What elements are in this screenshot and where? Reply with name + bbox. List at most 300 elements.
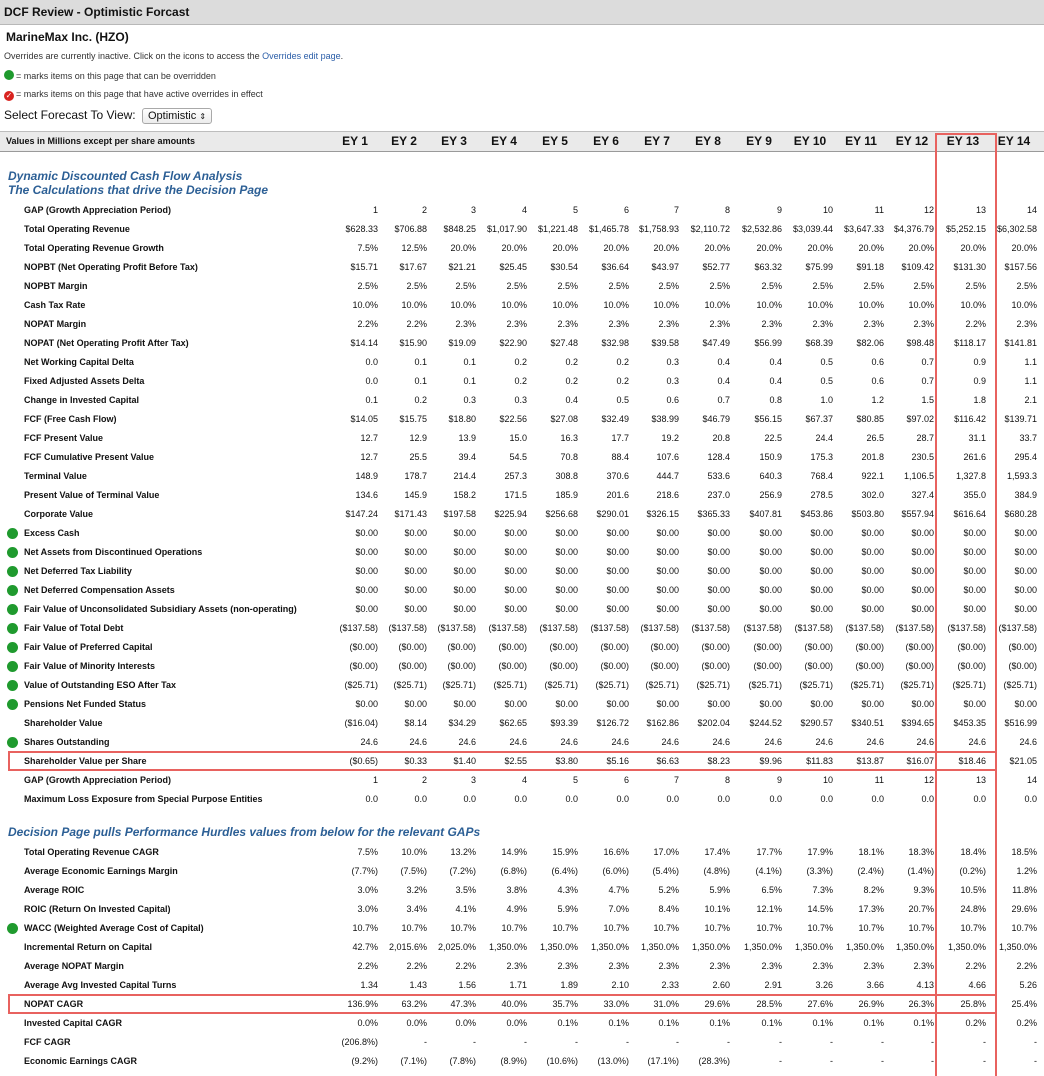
cell-ey13: $118.17 — [954, 338, 986, 348]
cell-ey7: $0.00 — [656, 604, 679, 614]
cell-ey5: (10.6%) — [546, 1056, 578, 1066]
cell-ey4: 2.5% — [506, 281, 527, 291]
cell-ey4: 10.7% — [501, 923, 527, 933]
cell-ey10: $11.83 — [806, 756, 833, 766]
cell-ey1: ($0.00) — [349, 642, 378, 652]
cell-ey12: 28.7 — [916, 433, 934, 443]
cell-ey7: $0.00 — [656, 547, 679, 557]
cell-ey12: 20.0% — [908, 243, 934, 253]
cell-ey9: ($137.58) — [743, 623, 782, 633]
cell-ey11: $0.00 — [861, 699, 884, 709]
cell-ey2: $706.88 — [394, 224, 427, 234]
cell-ey3: 0.3 — [463, 395, 476, 405]
cell-ey4: ($0.00) — [498, 642, 527, 652]
cell-ey9: $56.99 — [754, 338, 782, 348]
cell-ey2: $8.14 — [404, 718, 427, 728]
table-row — [0, 315, 1044, 334]
cell-ey13: $18.46 — [958, 756, 986, 766]
cell-ey13: 1,350.0% — [947, 942, 986, 952]
cell-ey6: 6 — [623, 205, 629, 215]
cell-ey3: 24.6 — [458, 737, 476, 747]
cell-ey13: 13 — [975, 205, 986, 215]
cell-ey5: $0.00 — [555, 528, 578, 538]
cell-ey10: (3.3%) — [806, 866, 833, 876]
cell-ey10: $3,039.44 — [792, 224, 833, 234]
column-header-3: EY 3 — [441, 134, 467, 148]
cell-ey12: ($137.58) — [895, 623, 934, 633]
cell-ey1: 7.5% — [357, 847, 378, 857]
cell-ey2: (7.5%) — [400, 866, 427, 876]
row-label: Shareholder Value — [24, 718, 103, 728]
cell-ey7: - — [676, 1037, 679, 1047]
row-label: Economic Earnings CAGR — [24, 1056, 138, 1066]
cell-ey6: 20.0% — [603, 243, 629, 253]
cell-ey10: ($25.71) — [799, 680, 833, 690]
cell-ey10: $75.99 — [805, 262, 833, 272]
window-title: DCF Review - Optimistic Forcast — [0, 0, 1044, 25]
cell-ey7: 218.6 — [656, 490, 679, 500]
cell-ey8: 0.1% — [709, 1018, 730, 1028]
column-header-11: EY 11 — [845, 134, 877, 148]
cell-ey11: 1,350.0% — [845, 942, 884, 952]
cell-ey5: $256.68 — [545, 509, 578, 519]
override-icon[interactable] — [7, 585, 18, 596]
cell-ey8: $0.00 — [707, 604, 730, 614]
cell-ey7: (5.4%) — [652, 866, 679, 876]
row-label: Fair Value of Preferred Capital — [24, 642, 153, 652]
row-label: Pensions Net Funded Status — [24, 699, 147, 709]
cell-ey4: $1,017.90 — [486, 224, 527, 234]
cell-ey5: 2.3% — [557, 319, 578, 329]
cell-ey12: 26.3% — [908, 999, 934, 1009]
row-label: Total Operating Revenue CAGR — [24, 847, 159, 857]
cell-ey12: $557.94 — [901, 509, 934, 519]
cell-ey4: 4 — [521, 205, 527, 215]
cell-ey6: 370.6 — [606, 471, 629, 481]
cell-ey13: $0.00 — [963, 528, 986, 538]
cell-ey6: 16.6% — [603, 847, 629, 857]
row-label: Invested Capital CAGR — [24, 1018, 123, 1028]
override-icon[interactable] — [7, 699, 18, 710]
cell-ey5: $3.80 — [555, 756, 578, 766]
cell-ey13: $5,252.15 — [945, 224, 986, 234]
cell-ey14: 5.26 — [1019, 980, 1037, 990]
row-label: Fixed Adjusted Assets Delta — [24, 376, 145, 386]
cell-ey6: 0.2 — [616, 376, 629, 386]
cell-ey12: ($0.00) — [905, 642, 934, 652]
cell-ey7: $0.00 — [656, 585, 679, 595]
cell-ey5: 308.8 — [555, 471, 578, 481]
row-label: NOPBT Margin — [24, 281, 88, 291]
override-icon[interactable] — [7, 661, 18, 672]
cell-ey11: 0.1% — [863, 1018, 884, 1028]
cell-ey11: 922.1 — [861, 471, 884, 481]
override-icon[interactable] — [7, 528, 18, 539]
cell-ey7: (17.1%) — [647, 1056, 679, 1066]
cell-ey5: $0.00 — [555, 585, 578, 595]
cell-ey1: 1 — [372, 775, 378, 785]
overrides-note-end: . — [340, 51, 344, 61]
cell-ey14: 24.6 — [1019, 737, 1037, 747]
table-row — [0, 391, 1044, 410]
cell-ey14: $0.00 — [1014, 566, 1037, 576]
cell-ey14: $157.56 — [1004, 262, 1037, 272]
column-header-10: EY 10 — [793, 134, 827, 148]
cell-ey10: $0.00 — [810, 699, 833, 709]
override-icon[interactable] — [7, 547, 18, 558]
cell-ey13: $131.30 — [953, 262, 986, 272]
cell-ey14: $6,302.58 — [996, 224, 1037, 234]
cell-ey1: 12.7 — [360, 452, 378, 462]
cell-ey10: $0.00 — [810, 566, 833, 576]
cell-ey9: 2.5% — [761, 281, 782, 291]
cell-ey4: 14.9% — [501, 847, 527, 857]
row-label: Cash Tax Rate — [24, 300, 86, 310]
cell-ey2: 1.43 — [409, 980, 427, 990]
cell-ey5: 20.0% — [552, 243, 578, 253]
cell-ey5: - — [575, 1037, 578, 1047]
cell-ey7: 7 — [673, 775, 679, 785]
cell-ey8: $46.79 — [702, 414, 730, 424]
cell-ey7: 1,350.0% — [640, 942, 679, 952]
column-header-1: EY 1 — [342, 134, 368, 148]
cell-ey3: 0.0 — [463, 794, 476, 804]
cell-ey4: $0.00 — [504, 547, 527, 557]
cell-ey1: 136.9% — [347, 999, 378, 1009]
table-row — [0, 448, 1044, 467]
cell-ey8: 2.3% — [709, 319, 730, 329]
cell-ey6: 10.7% — [603, 923, 629, 933]
cell-ey10: 3.26 — [815, 980, 833, 990]
cell-ey1: 42.7% — [352, 942, 378, 952]
cell-ey12: 0.1% — [913, 1018, 934, 1028]
row-label: Average ROIC — [24, 885, 85, 895]
forecast-select[interactable] — [142, 108, 212, 124]
cell-ey14: $0.00 — [1014, 585, 1037, 595]
cell-ey13: 355.0 — [963, 490, 986, 500]
cell-ey11: 2.3% — [863, 319, 884, 329]
cell-ey14: 2.5% — [1016, 281, 1037, 291]
cell-ey3: (7.2%) — [449, 866, 476, 876]
legend-green — [4, 70, 216, 81]
cell-ey14: 10.7% — [1011, 923, 1037, 933]
cell-ey5: 5.9% — [557, 904, 578, 914]
cell-ey1: $0.00 — [355, 585, 378, 595]
cell-ey7: $162.86 — [646, 718, 679, 728]
override-icon[interactable] — [7, 604, 18, 615]
cell-ey1: 148.9 — [355, 471, 378, 481]
cell-ey6: 2.3% — [608, 961, 629, 971]
table-row — [0, 467, 1044, 486]
cell-ey10: $290.57 — [800, 718, 833, 728]
cell-ey5: 0.0 — [565, 794, 578, 804]
table-row — [0, 695, 1044, 714]
cell-ey6: $290.01 — [596, 509, 629, 519]
row-label: Fair Value of Total Debt — [24, 623, 124, 633]
cell-ey13: 0.0 — [973, 794, 986, 804]
override-icon[interactable] — [7, 566, 18, 577]
cell-ey9: 0.4 — [769, 357, 782, 367]
cell-ey5: 2.5% — [557, 281, 578, 291]
cell-ey14: $21.05 — [1009, 756, 1037, 766]
cell-ey2: $0.33 — [404, 756, 427, 766]
cell-ey2: 2.2% — [406, 319, 427, 329]
cell-ey1: 24.6 — [360, 737, 378, 747]
cell-ey5: 15.9% — [552, 847, 578, 857]
company-name: MarineMax Inc. (HZO) — [6, 30, 129, 44]
cell-ey4: $225.94 — [494, 509, 527, 519]
row-label: Total Operating Revenue — [24, 224, 130, 234]
cell-ey14: 25.4% — [1011, 999, 1037, 1009]
cell-ey8: 128.4 — [707, 452, 730, 462]
table-row — [0, 862, 1044, 881]
cell-ey13: - — [983, 1056, 986, 1066]
section-title-dcf — [8, 169, 268, 197]
cell-ey1: 0.0 — [365, 357, 378, 367]
cell-ey4: ($0.00) — [498, 661, 527, 671]
cell-ey10: 10 — [822, 205, 833, 215]
cell-ey5: 2.3% — [557, 961, 578, 971]
cell-ey9: 10.0% — [756, 300, 782, 310]
cell-ey2: $0.00 — [404, 528, 427, 538]
table-row — [0, 239, 1044, 258]
cell-ey4: $25.45 — [499, 262, 527, 272]
cell-ey2: 3.2% — [406, 885, 427, 895]
table-row — [0, 486, 1044, 505]
overrides-edit-link[interactable]: Overrides edit page — [262, 51, 341, 61]
row-label: FCF CAGR — [24, 1037, 71, 1047]
cell-ey7: ($0.00) — [650, 642, 679, 652]
cell-ey3: 1.56 — [458, 980, 476, 990]
cell-ey3: $1.40 — [453, 756, 476, 766]
cell-ey11: - — [881, 1056, 884, 1066]
cell-ey11: $340.51 — [851, 718, 884, 728]
cell-ey9: $0.00 — [759, 528, 782, 538]
row-label: Change in Invested Capital — [24, 395, 140, 405]
cell-ey2: 10.7% — [401, 923, 427, 933]
cell-ey8: ($137.58) — [691, 623, 730, 633]
cell-ey7: 0.0 — [666, 794, 679, 804]
cell-ey12: $0.00 — [911, 528, 934, 538]
cell-ey9: - — [779, 1056, 782, 1066]
table-row — [0, 714, 1044, 733]
cell-ey9: $56.15 — [754, 414, 782, 424]
cell-ey6: $0.00 — [606, 699, 629, 709]
cell-ey11: $0.00 — [861, 528, 884, 538]
cell-ey9: 256.9 — [759, 490, 782, 500]
row-label: GAP (Growth Appreciation Period) — [24, 205, 172, 215]
cell-ey1: 10.7% — [352, 923, 378, 933]
cell-ey9: $0.00 — [759, 547, 782, 557]
table-row — [0, 429, 1044, 448]
cell-ey5: $0.00 — [555, 699, 578, 709]
cell-ey7: 0.3 — [666, 376, 679, 386]
cell-ey10: 10.0% — [807, 300, 833, 310]
cell-ey7: $43.97 — [651, 262, 679, 272]
cell-ey4: $2.55 — [504, 756, 527, 766]
cell-ey2: ($0.00) — [398, 642, 427, 652]
cell-ey8: - — [727, 1037, 730, 1047]
cell-ey7: 0.6 — [666, 395, 679, 405]
cell-ey3: 13.9 — [458, 433, 476, 443]
cell-ey13: 1,327.8 — [955, 471, 986, 481]
cell-ey11: 18.1% — [858, 847, 884, 857]
table-row — [0, 790, 1044, 809]
cell-ey10: $67.37 — [805, 414, 833, 424]
cell-ey12: 2.3% — [913, 319, 934, 329]
cell-ey8: $0.00 — [707, 547, 730, 557]
cell-ey11: 201.8 — [861, 452, 884, 462]
cell-ey5: (6.4%) — [551, 866, 578, 876]
cell-ey10: $0.00 — [810, 547, 833, 557]
cell-ey7: 2.5% — [658, 281, 679, 291]
table-row — [0, 410, 1044, 429]
row-label: Average Avg Invested Capital Turns — [24, 980, 177, 990]
cell-ey9: 2.3% — [761, 319, 782, 329]
cell-ey3: ($0.00) — [447, 642, 476, 652]
override-icon[interactable] — [7, 737, 18, 748]
cell-ey14: 18.5% — [1011, 847, 1037, 857]
table-row — [0, 543, 1044, 562]
cell-ey12: $97.02 — [906, 414, 934, 424]
cell-ey9: $407.81 — [749, 509, 782, 519]
cell-ey5: 1.89 — [560, 980, 578, 990]
cell-ey14: ($0.00) — [1008, 661, 1037, 671]
cell-ey12: 12 — [923, 205, 934, 215]
table-row — [0, 957, 1044, 976]
cell-ey9: 10.7% — [756, 923, 782, 933]
cell-ey10: ($137.58) — [794, 623, 833, 633]
cell-ey8: 10.0% — [704, 300, 730, 310]
cell-ey9: $0.00 — [759, 585, 782, 595]
cell-ey8: 5.9% — [709, 885, 730, 895]
cell-ey13: 261.6 — [963, 452, 986, 462]
cell-ey2: 178.7 — [404, 471, 427, 481]
cell-ey1: 0.1 — [365, 395, 378, 405]
section-title-line2: The Calculations that drive the Decision Page — [8, 183, 269, 197]
cell-ey8: 8 — [724, 775, 730, 785]
cell-ey9: - — [779, 1037, 782, 1047]
cell-ey14: 20.0% — [1011, 243, 1037, 253]
cell-ey14: 14 — [1026, 205, 1037, 215]
cell-ey10: 0.1% — [812, 1018, 833, 1028]
cell-ey7: 444.7 — [656, 471, 679, 481]
cell-ey2: 0.0 — [414, 794, 427, 804]
cell-ey3: 2.3% — [455, 319, 476, 329]
cell-ey9: 0.4 — [769, 376, 782, 386]
cell-ey11: $0.00 — [861, 585, 884, 595]
cell-ey5: 4.3% — [557, 885, 578, 895]
cell-ey7: 7 — [673, 205, 679, 215]
cell-ey9: 0.1% — [761, 1018, 782, 1028]
cell-ey5: 0.4 — [565, 395, 578, 405]
cell-ey2: 145.9 — [404, 490, 427, 500]
cell-ey8: 0.4 — [717, 376, 730, 386]
cell-ey6: (6.0%) — [602, 866, 629, 876]
cell-ey6: $5.16 — [606, 756, 629, 766]
cell-ey10: 768.4 — [810, 471, 833, 481]
cell-ey13: 0.9 — [973, 357, 986, 367]
cell-ey3: ($25.71) — [442, 680, 476, 690]
cell-ey4: 2.3% — [506, 961, 527, 971]
cell-ey10: 20.0% — [807, 243, 833, 253]
cell-ey9: (4.1%) — [755, 866, 782, 876]
cell-ey3: 158.2 — [453, 490, 476, 500]
cell-ey8: ($25.71) — [696, 680, 730, 690]
override-icon[interactable] — [7, 680, 18, 691]
table-row — [0, 843, 1044, 862]
cell-ey5: $0.00 — [555, 604, 578, 614]
cell-ey3: (7.8%) — [449, 1056, 476, 1066]
cell-ey12: 10.7% — [908, 923, 934, 933]
cell-ey13: 2.2% — [965, 961, 986, 971]
cell-ey13: $0.00 — [963, 566, 986, 576]
cell-ey10: 17.9% — [807, 847, 833, 857]
cell-ey1: $0.00 — [355, 604, 378, 614]
cell-ey12: 20.7% — [908, 904, 934, 914]
cell-ey12: 0.7 — [921, 357, 934, 367]
cell-ey2: $17.67 — [399, 262, 427, 272]
cell-ey2: $171.43 — [394, 509, 427, 519]
cell-ey3: $0.00 — [453, 585, 476, 595]
cell-ey4: $22.56 — [499, 414, 527, 424]
override-icon[interactable] — [7, 623, 18, 634]
cell-ey13: $0.00 — [963, 604, 986, 614]
cell-ey13: $0.00 — [963, 585, 986, 595]
cell-ey7: 8.4% — [658, 904, 679, 914]
cell-ey3: 214.4 — [453, 471, 476, 481]
cell-ey5: $93.39 — [550, 718, 578, 728]
table-row — [0, 277, 1044, 296]
cell-ey14: 2.2% — [1016, 961, 1037, 971]
cell-ey14: ($137.58) — [998, 623, 1037, 633]
cell-ey9: 22.5 — [764, 433, 782, 443]
cell-ey2: ($25.71) — [393, 680, 427, 690]
cell-ey8: 0.0 — [717, 794, 730, 804]
section-title-line1: Decision Page pulls Performance Hurdles values from below for the relevant GAPs — [8, 825, 481, 839]
cell-ey14: 2.1 — [1024, 395, 1037, 405]
override-available-icon — [4, 70, 14, 80]
cell-ey6: ($137.58) — [590, 623, 629, 633]
cell-ey7: 0.1% — [658, 1018, 679, 1028]
cell-ey10: $0.00 — [810, 604, 833, 614]
table-row — [0, 220, 1044, 239]
cell-ey1: (7.7%) — [351, 866, 378, 876]
cell-ey8: 17.4% — [704, 847, 730, 857]
cell-ey2: 0.1 — [414, 357, 427, 367]
cell-ey8: ($0.00) — [701, 642, 730, 652]
table-row — [0, 733, 1044, 752]
cell-ey9: $2,532.86 — [741, 224, 782, 234]
cell-ey4: 24.6 — [509, 737, 527, 747]
cell-ey13: 20.0% — [960, 243, 986, 253]
cell-ey2: ($137.58) — [388, 623, 427, 633]
cell-ey14: $0.00 — [1014, 604, 1037, 614]
cell-ey9: $0.00 — [759, 566, 782, 576]
override-icon[interactable] — [7, 642, 18, 653]
cell-ey11: $0.00 — [861, 547, 884, 557]
table-row — [0, 505, 1044, 524]
cell-ey4: 4 — [521, 775, 527, 785]
cell-ey6: 88.4 — [611, 452, 629, 462]
cell-ey2: 0.1 — [414, 376, 427, 386]
cell-ey4: (8.9%) — [500, 1056, 527, 1066]
override-icon[interactable] — [7, 923, 18, 934]
overrides-note — [4, 51, 343, 61]
cell-ey3: $34.29 — [448, 718, 476, 728]
cell-ey5: 16.3 — [560, 433, 578, 443]
cell-ey9: $63.32 — [754, 262, 782, 272]
